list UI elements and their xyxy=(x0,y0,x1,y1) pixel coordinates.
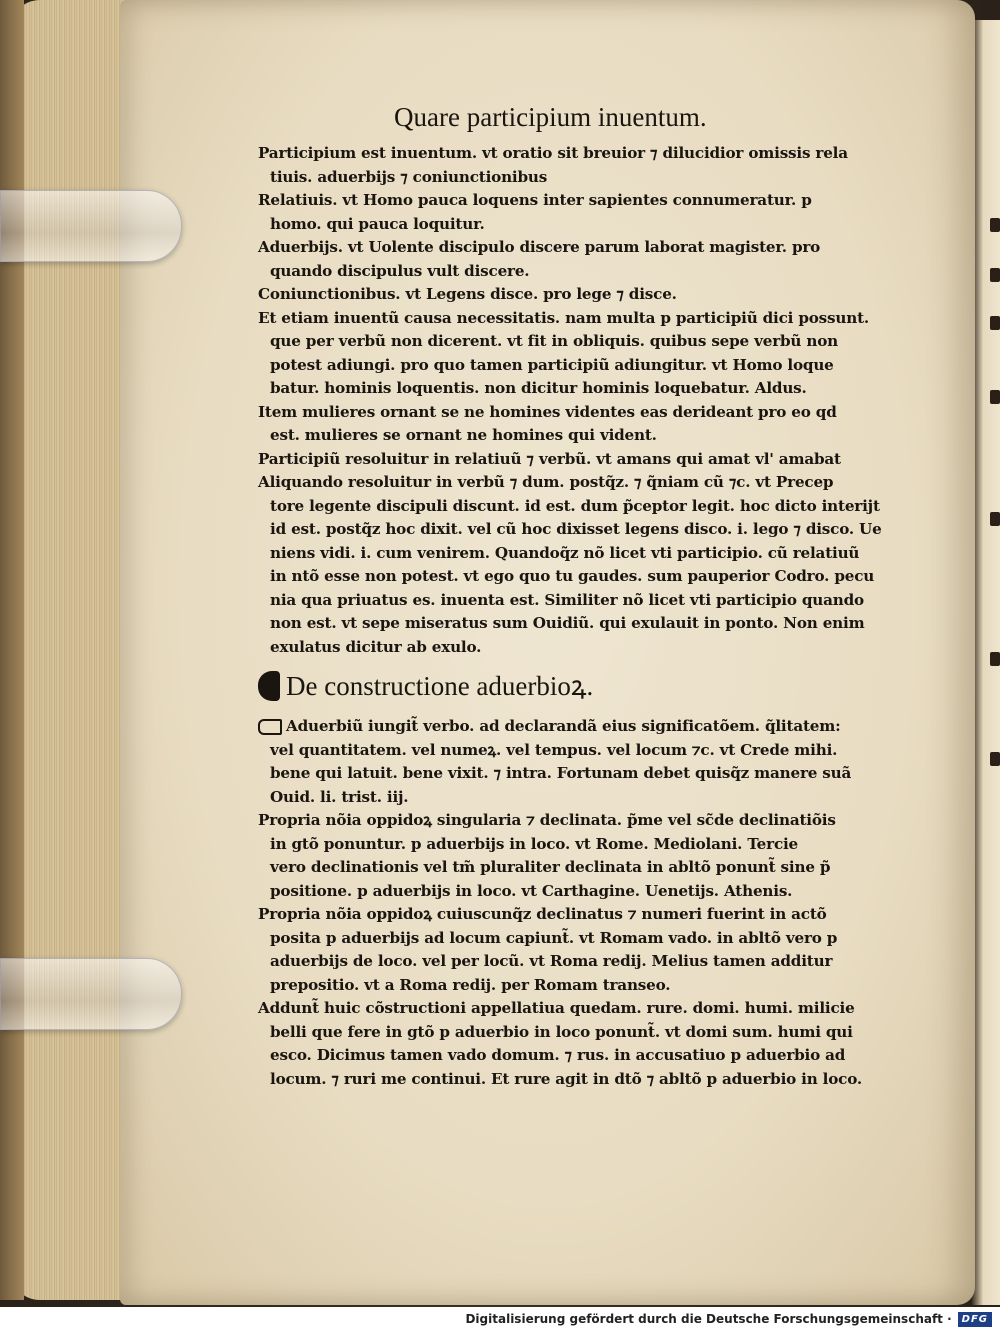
text-line: que per verbũ non dicerent. vt fit in obliquis. quibus sepe verbũ non xyxy=(270,332,838,350)
facing-page-glyph xyxy=(990,268,1000,282)
text-line: Propria nõia oppidoꝝ singularia ⁊ declinata. p̃me vel sc̃de declinatiõis xyxy=(258,811,836,829)
text-line xyxy=(258,715,878,739)
facing-page-glyph xyxy=(990,390,1000,404)
text-line: in ntõ esse non potest. vt ego quo tu gaudes. sum pauperior Codro. pecu xyxy=(270,567,875,585)
text-line: non est. vt sepe miseratus sum Ouidiũ. qui exulauit in ponto. Non enim xyxy=(270,614,865,632)
text-line: Et etiam inuentũ causa necessitatis. nam multa p participiũ dici possunt. xyxy=(258,308,869,327)
digitization-footer xyxy=(0,1307,1000,1331)
text-line: positione. p aduerbijs in loco. vt Carthagine. Uenetijs. Athenis. xyxy=(270,881,793,900)
text-line: Aduerbijs. vt Uolente discipulo discere parum laborat magister. pro xyxy=(258,238,821,256)
text-line: Participium est inuentum. vt oratio sit breuior ⁊ dilucidior omissis rela xyxy=(258,144,848,162)
text-line: vel quantitatem. vel numeꝝ. vel tempus. vel locum ⁊c. vt Crede mihi. xyxy=(270,740,838,759)
footer-credit: Digitalisierung gefördert durch die Deutsche Forschungsgemeinschaft · xyxy=(465,1312,952,1326)
text-line: tiuis. aduerbijs ⁊ coniunctionibus xyxy=(270,167,548,186)
pilcrow-icon xyxy=(258,671,280,701)
upper-page-clip xyxy=(0,190,182,262)
text-line: batur. hominis loquentis. non dicitur hominis loquebatur. Aldus. xyxy=(270,379,807,397)
text-line: in gtõ ponuntur. p aduerbijs in loco. vt Rome. Mediolani. Tercie xyxy=(270,834,799,853)
text-line: Addunt̃ huic cõstructioni appellatiua quedam. rure. domi. humi. milicie xyxy=(258,999,855,1017)
lower-page-clip xyxy=(0,958,182,1030)
section-heading xyxy=(258,669,878,703)
page-text xyxy=(258,102,882,1091)
text-line: potest adiungi. pro quo tamen participiũ adiungitur. vt Homo loque xyxy=(270,355,834,374)
text-line: Item mulieres ornant se ne homines videntes eas derideant pro eo qd xyxy=(258,402,837,421)
section-heading-text: De constructione aduerbioꝝ. xyxy=(286,671,594,701)
text-line: Relatiuis. vt Homo pauca loquens inter sapientes connumeratur. p xyxy=(258,191,812,209)
text-line: locum. ⁊ ruri me continui. Et rure agit in dtõ ⁊ abltõ p aduerbio in loco. xyxy=(270,1069,862,1088)
text-line: Ouid. li. trist. iij. xyxy=(270,787,409,806)
facing-page-glyph xyxy=(990,512,1000,526)
text-line: Participiũ resoluitur in relatiuũ ⁊ verbũ. vt amans qui amat vl' amabat xyxy=(258,449,841,468)
text-line: quando discipulus vult discere. xyxy=(270,261,530,280)
text-line: posita p aduerbijs ad locum capiunt̃. vt Romam vado. in abltõ vero p xyxy=(270,928,838,947)
text-line: niens vidi. i. cum venirem. Quandoq̃z nõ licet vti participio. cũ relatiuũ xyxy=(270,543,860,562)
text-line: est. mulieres se ornant ne homines qui vident. xyxy=(270,426,657,444)
text-line: bene qui latuit. bene vixit. ⁊ intra. Fortunam debet quisq̃z manere suã xyxy=(270,764,852,782)
text-line: nia qua priuatus es. inuenta est. Similiter nõ licet vti participio quando xyxy=(270,590,864,609)
text-line: Aliquando resoluitur in verbũ ⁊ dum. postq̃z. ⁊ q̃niam cũ ⁊c. vt Precep xyxy=(258,473,834,491)
text-line: prepositio. vt a Roma redij. per Romam transeo. xyxy=(270,975,671,994)
text-line: Coniunctionibus. vt Legens disce. pro lege ⁊ disce. xyxy=(258,285,677,303)
text-line: homo. qui pauca loquitur. xyxy=(270,214,485,233)
text-line: tore legente discipuli discunt. id est. dum p̃ceptor legit. hoc dicto interijt xyxy=(270,496,880,515)
page-title: Quare participium inuentum. xyxy=(394,102,707,132)
text-line: vero declinationis vel tm̃ pluraliter declinata in abltõ ponunt̃ sine p̃ xyxy=(270,858,831,876)
text-line: belli que fere in gtõ p aduerbio in loco ponunt̃. vt domi sum. humi qui xyxy=(270,1022,853,1041)
facing-page-glyph xyxy=(990,218,1000,232)
text-line: exulatus dicitur ab exulo. xyxy=(270,637,482,656)
text-line: aduerbijs de loco. vel per locũ. vt Roma redij. Melius tamen additur xyxy=(270,952,833,970)
dfg-logo: DFG xyxy=(958,1312,992,1327)
facing-page-glyph xyxy=(990,752,1000,766)
text-line: esco. Dicimus tamen vado domum. ⁊ rus. in accusatiuo p aduerbio ad xyxy=(270,1046,846,1064)
facing-page-glyph xyxy=(990,652,1000,666)
manicule-icon xyxy=(258,719,282,735)
text-line: id est. postq̃z hoc dixit. vel cũ hoc dixisset legens disco. i. lego ⁊ disco. Ue xyxy=(270,520,882,538)
facing-page-glyph xyxy=(990,316,1000,330)
text-line-content: Aduerbiũ iungit̃ verbo. ad declarandã eius significatõem. q̃litatem: xyxy=(286,717,841,735)
text-line: Propria nõia oppidoꝝ cuiuscunq̃z declinatus ⁊ numeri fuerint in actõ xyxy=(258,905,827,923)
